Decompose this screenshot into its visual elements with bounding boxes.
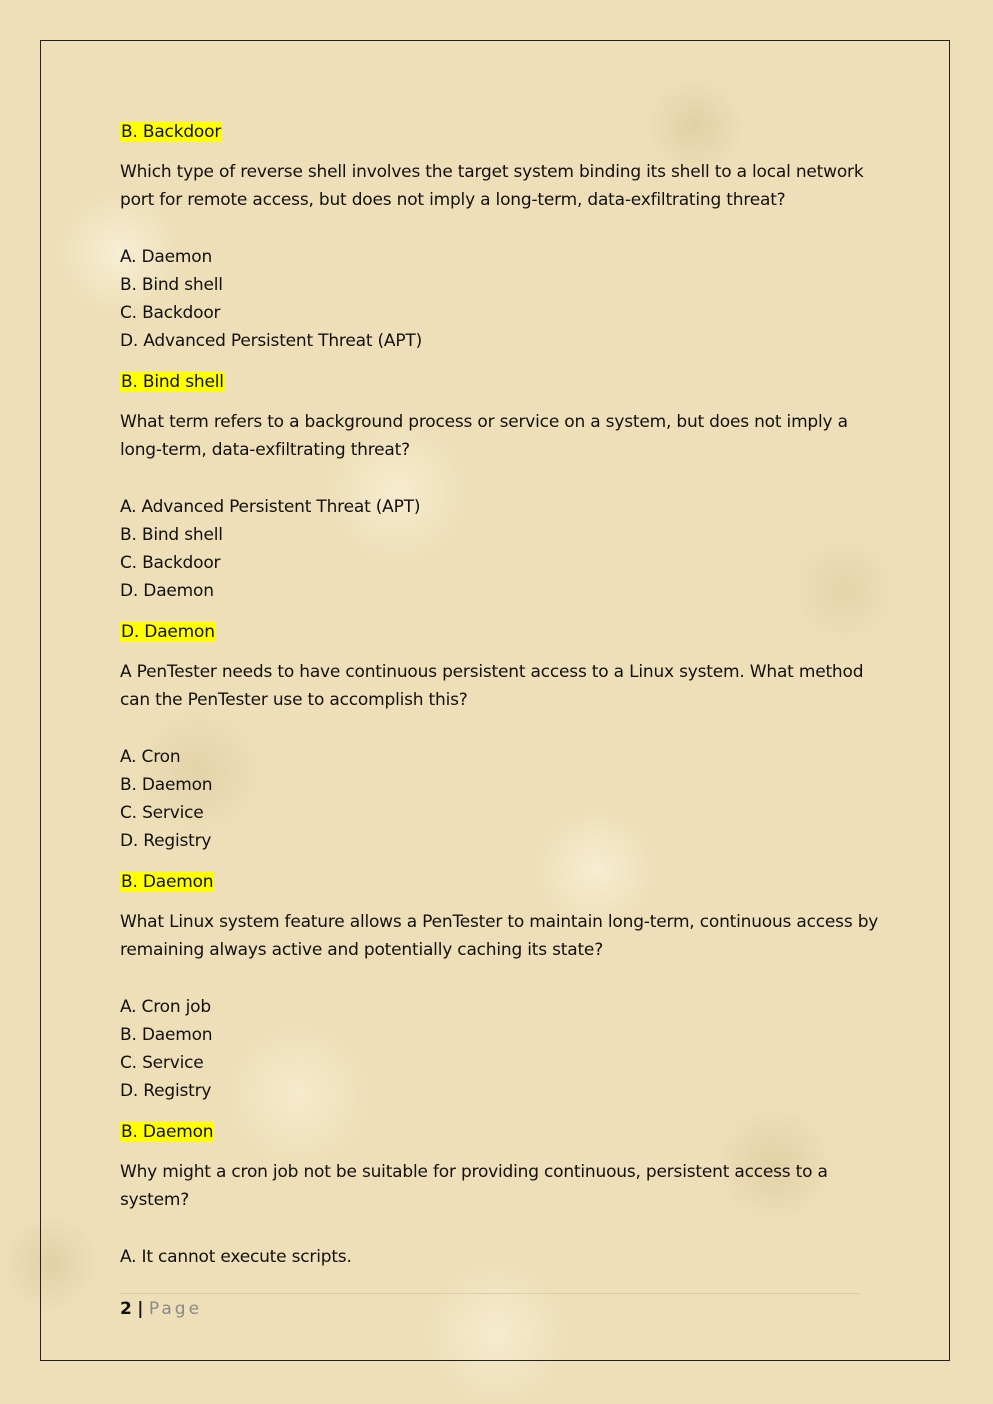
document-body: [120, 118, 880, 1284]
answer-highlight: D. Daemon: [121, 622, 215, 642]
option-item: A. Daemon: [120, 247, 213, 267]
question-text: What term refers to a background process or service on a system, but does not imply a long-term, data-exfiltrating threat?: [120, 412, 848, 460]
page-footer: [120, 1293, 860, 1322]
question-text: What Linux system feature allows a PenTester to maintain long-term, continuous access by remaining always active and potentially caching its state?: [120, 912, 879, 960]
answer-highlight: B. Backdoor: [121, 122, 222, 142]
question-text: Why might a cron job not be suitable for providing continuous, persistent access to a system?: [120, 1162, 828, 1210]
option-item: B. Daemon: [120, 775, 213, 795]
options-list: [120, 493, 880, 605]
page-number: 2: [120, 1299, 132, 1319]
question-text: Which type of reverse shell involves the target system binding its shell to a local network port for remote access, but does not imply a long-term, data-exfiltrating threat?: [120, 162, 864, 210]
option-item: B. Bind shell: [120, 275, 223, 295]
options-list: [120, 243, 880, 355]
options-list: [120, 993, 880, 1105]
option-item: D. Daemon: [120, 581, 214, 601]
answer-highlight: B. Daemon: [121, 1122, 214, 1142]
option-item: D. Advanced Persistent Threat (APT): [120, 331, 423, 351]
option-item: C. Backdoor: [120, 303, 221, 323]
option-item: C. Service: [120, 1053, 204, 1073]
options-list: [120, 1243, 880, 1271]
footer-separator: |: [137, 1299, 144, 1319]
option-item: D. Registry: [120, 1081, 212, 1101]
option-item: A. It cannot execute scripts.: [120, 1247, 352, 1267]
option-item: A. Cron: [120, 747, 181, 767]
option-item: C. Backdoor: [120, 553, 221, 573]
option-item: B. Bind shell: [120, 525, 223, 545]
options-list: [120, 743, 880, 855]
option-item: B. Daemon: [120, 1025, 213, 1045]
answer-highlight: B. Daemon: [121, 872, 214, 892]
answer-highlight: B. Bind shell: [121, 372, 224, 392]
question-text: A PenTester needs to have continuous persistent access to a Linux system. What method can the PenTester use to accomplish this?: [120, 662, 864, 710]
option-item: A. Cron job: [120, 997, 211, 1017]
page-label: Page: [148, 1299, 203, 1319]
option-item: A. Advanced Persistent Threat (APT): [120, 497, 421, 517]
option-item: D. Registry: [120, 831, 212, 851]
option-item: C. Service: [120, 803, 204, 823]
